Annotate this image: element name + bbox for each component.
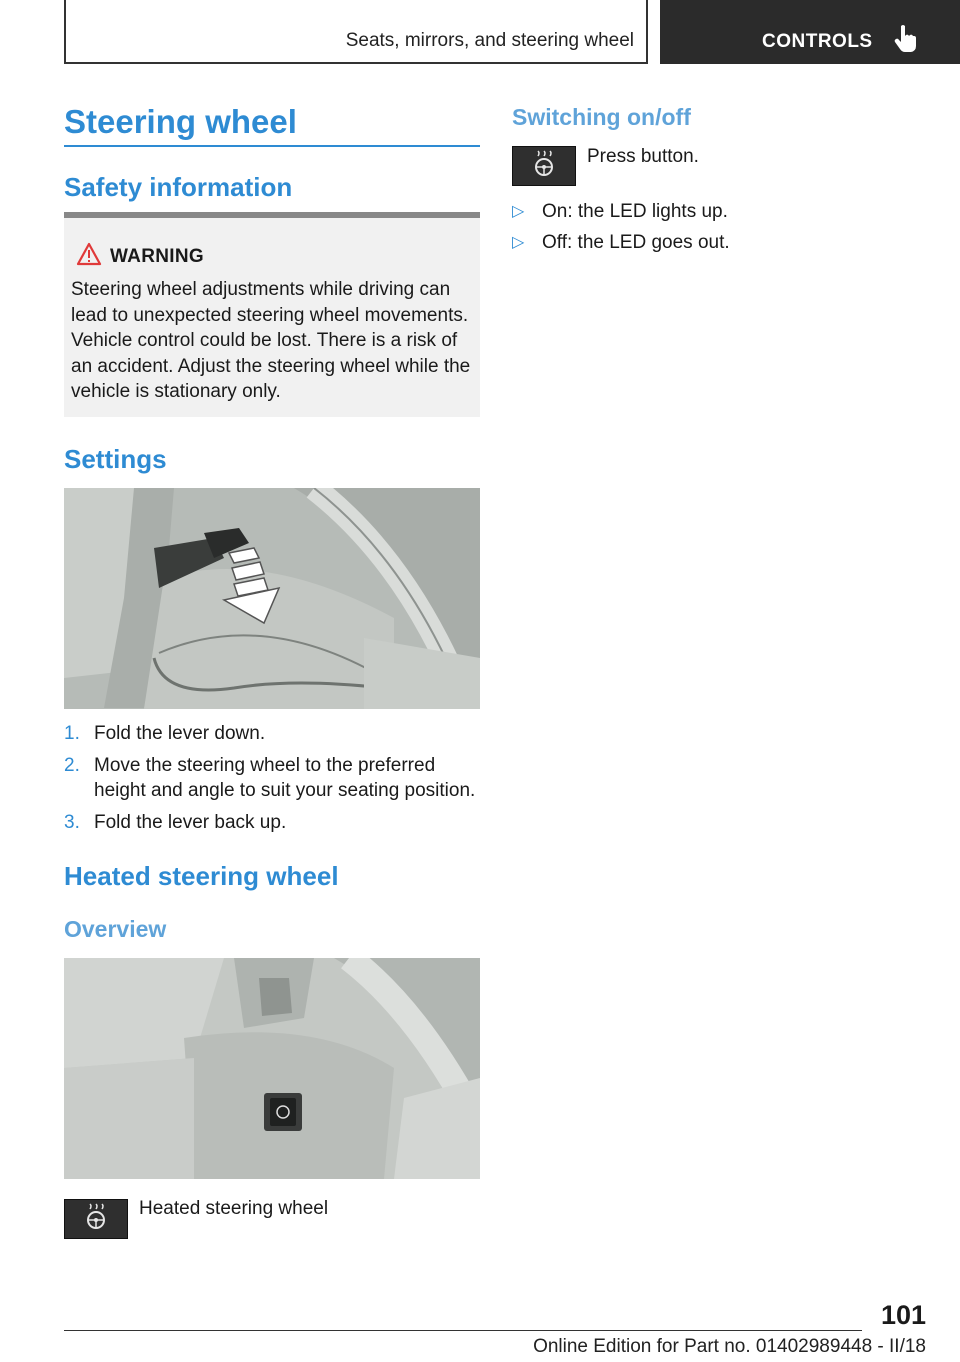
warning-triangle-icon xyxy=(76,242,102,266)
header-chapter-title: CONTROLS xyxy=(762,31,873,52)
header-section-title: Seats, mirrors, and steering wheel xyxy=(345,30,634,51)
settings-steps xyxy=(64,721,480,841)
header-chapter-box xyxy=(660,0,960,64)
heated-steering-heading: Heated steering wheel xyxy=(64,861,339,891)
warning-box xyxy=(64,212,480,417)
step-item: 1. Fold the lever down. xyxy=(64,723,266,744)
safety-heading: Safety information xyxy=(64,172,293,202)
page-number: 101 xyxy=(880,1300,926,1330)
warning-title: WARNING xyxy=(110,246,204,267)
pointing-hand-icon xyxy=(894,24,918,54)
steering-lever-illustration xyxy=(64,488,480,709)
footer-rule xyxy=(64,1330,862,1331)
switching-heading: Switching on/off xyxy=(512,104,691,130)
switch-bullets xyxy=(512,199,730,260)
heated-button-label: Heated steering wheel xyxy=(139,1198,329,1219)
warning-text: Steering wheel adjustments while driving can lead to unexpected steering wheel movements. Vehicle control could be lost. There is a risk of an accident. Adjust the steering wheel while the vehicle is stationary only. xyxy=(71,279,471,402)
settings-heading: Settings xyxy=(64,444,167,474)
step-item: 3. Fold the lever back up. xyxy=(64,811,287,833)
footer-edition: Online Edition for Part no. 01402989448 - II/18 xyxy=(533,1336,926,1357)
heated-steering-button-icon xyxy=(64,1199,128,1239)
heated-steering-illustration xyxy=(64,958,480,1179)
page-title: Steering wheel xyxy=(64,103,297,140)
heated-steering-button-icon xyxy=(512,146,576,186)
list-item: ▷ On: the LED lights up. xyxy=(512,201,728,222)
list-item: ▷ Off: the LED goes out. xyxy=(512,231,730,253)
step-item: 2. Move the steering wheel to the preferred height and angle to suit your seating position. xyxy=(64,754,476,801)
press-button-text: Press button. xyxy=(587,146,699,167)
overview-heading: Overview xyxy=(64,916,167,942)
title-rule xyxy=(64,145,480,147)
header-section-box xyxy=(64,0,648,64)
